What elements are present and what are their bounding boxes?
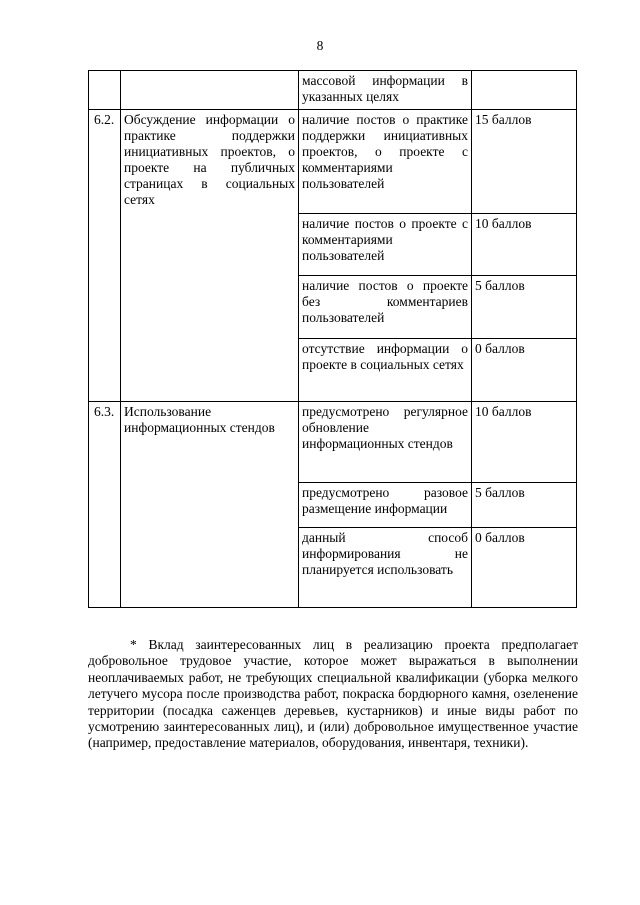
score-cell: 0 баллов bbox=[472, 339, 577, 402]
page-number: 8 bbox=[316, 38, 324, 53]
row-number-cell bbox=[89, 71, 121, 110]
score-cell: 5 баллов bbox=[472, 483, 577, 528]
criterion-cell bbox=[121, 71, 299, 110]
footnote: * Вклад заинтересованных лиц в реализацию проекта предполагает добровольное трудовое участие, которое может выражаться в выполнении неоплачиваемых работ, не требующих специальной квалификации (уборка мелкого летучего мусора после производства работ, покраска бордюрного камня, озеленение территории (посадка саженцев деревьев, кустарников) и иные виды работ по усмотрению заинтересованных лиц), и (или) добровольное имущественное участие (например, предоставление материалов, оборудования, инвентаря, техники). bbox=[88, 637, 578, 751]
indicator-cell: наличие постов о практике поддержки инициативных проектов, о проекте с комментариями пользователей bbox=[299, 110, 472, 214]
indicator-cell: предусмотрено регулярное обновление информационных стендов bbox=[299, 402, 472, 483]
row-number-cell: 6.2. bbox=[89, 110, 121, 402]
score-cell bbox=[472, 71, 577, 110]
indicator-cell: массовой информации в указанных целях bbox=[299, 71, 472, 110]
score-cell: 15 баллов bbox=[472, 110, 577, 214]
indicator-cell: наличие постов о проекте без комментариев пользователей bbox=[299, 276, 472, 339]
criteria-table bbox=[88, 70, 577, 608]
criterion-cell: Обсуждение информации о практике поддержки инициативных проектов, о проекте на публичных страницах в социальных сетях bbox=[121, 110, 299, 402]
indicator-cell: данный способ информирования не планируется использовать bbox=[299, 528, 472, 608]
row-number-cell: 6.3. bbox=[89, 402, 121, 608]
indicator-cell: наличие постов о проекте с комментариями пользователей bbox=[299, 214, 472, 276]
criterion-cell: Использование информационных стендов bbox=[121, 402, 299, 608]
score-cell: 5 баллов bbox=[472, 276, 577, 339]
table-row-6-3 bbox=[89, 402, 577, 483]
indicator-cell: предусмотрено разовое размещение информации bbox=[299, 483, 472, 528]
score-cell: 10 баллов bbox=[472, 214, 577, 276]
score-cell: 0 баллов bbox=[472, 528, 577, 608]
table-row-6-2 bbox=[89, 110, 577, 214]
table-row-continued bbox=[89, 71, 577, 110]
indicator-cell: отсутствие информации о проекте в социальных сетях bbox=[299, 339, 472, 402]
score-cell: 10 баллов bbox=[472, 402, 577, 483]
